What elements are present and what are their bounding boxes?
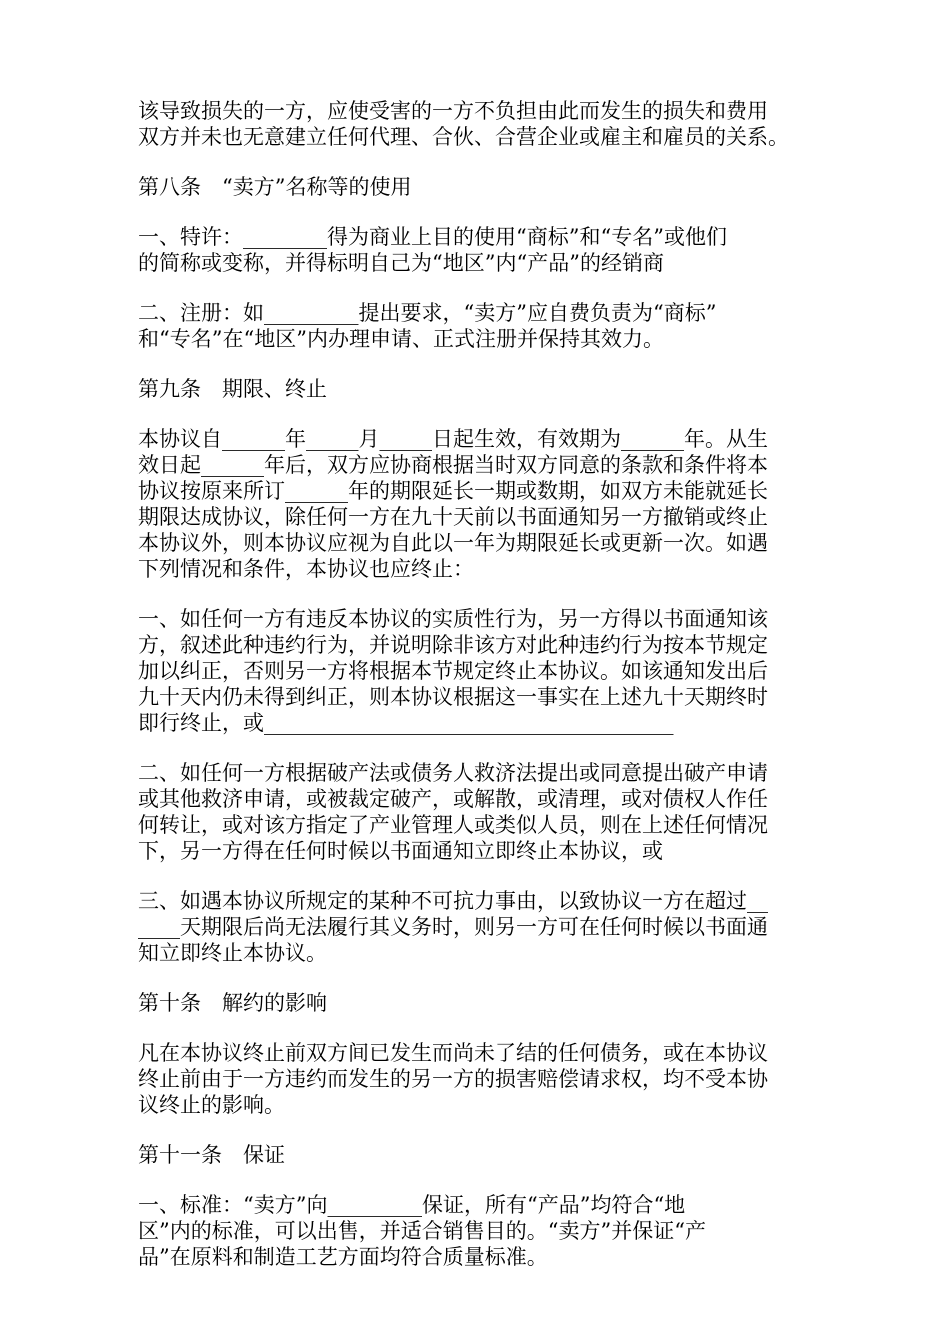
- text-line: 品”在原料和制造工艺方面均符合质量标准。: [138, 1245, 548, 1269]
- text-line: 何转让，或对该方指定了产业管理人或类似人员，则在上述任何情况: [138, 813, 768, 837]
- text-line: 加以纠正，否则另一方将根据本节规定终止本协议。如该通知发出后: [138, 659, 768, 683]
- paragraph-gap: [138, 1168, 818, 1192]
- paragraph-gap: [138, 402, 818, 426]
- text-line: 一、特许：________得为商业上目的使用“商标”和“专名”或他们: [138, 225, 727, 249]
- text-line: 二、注册：如_________提出要求，“卖方”应自费负责为“商标”: [138, 301, 717, 325]
- text-line: 第九条 期限、终止: [138, 377, 327, 401]
- text-line: 或其他救济申请，或被裁定破产，或解散，或清理，或对债权人作任: [138, 787, 768, 811]
- text-line: 区”内的标准，可以出售，并适合销售目的。“卖方”并保证“产: [138, 1219, 706, 1243]
- text-line: 终止前由于一方违约而发生的另一方的损害赔偿请求权，均不受本协: [138, 1067, 768, 1091]
- text-line: 方，叙述此种违约行为，并说明除非该方对此种违约行为按本节规定: [138, 633, 768, 657]
- text-line: 三、如遇本协议所规定的某种不可抗力事由，以致协议一方在超过__: [138, 889, 768, 913]
- text-line: ____天期限后尚无法履行其义务时，则另一方可在任何时候以书面通: [138, 915, 768, 939]
- paragraph-gap: [138, 736, 818, 760]
- text-line: 的简称或变称，并得标明自己为“地区”内“产品”的经销商: [138, 251, 664, 275]
- document-body: [138, 98, 818, 1270]
- text-line: 一、如任何一方有违反本协议的实质性行为，另一方得以书面通知该: [138, 607, 768, 631]
- text-line: 第十条 解约的影响: [138, 991, 327, 1015]
- text-line: 该导致损失的一方，应使受害的一方不负担由此而发生的损失和费用: [138, 99, 768, 123]
- paragraph-gap: [138, 276, 818, 300]
- text-line: 下，另一方得在任何时候以书面通知立即终止本协议，或: [138, 839, 663, 863]
- text-line: 九十天内仍未得到纠正，则本协议根据这一事实在上述九十天期终时: [138, 685, 768, 709]
- paragraph-gap: [138, 966, 818, 990]
- text-line: 第八条 “卖方”名称等的使用: [138, 175, 412, 199]
- text-line: 下列情况和条件，本协议也应终止：: [138, 557, 474, 581]
- text-line: 第十一条 保证: [138, 1143, 285, 1167]
- text-line: 即行终止，或_______________________________________: [138, 711, 674, 735]
- paragraph-gap: [138, 352, 818, 376]
- text-line: 本协议外，则本协议应视为自此以一年为期限延长或更新一次。如遇: [138, 531, 768, 555]
- paragraph-gap: [138, 1016, 818, 1040]
- text-line: 凡在本协议终止前双方间已发生而尚未了结的任何债务，或在本协议: [138, 1041, 768, 1065]
- text-line: 期限达成协议，除任何一方在九十天前以书面通知另一方撤销或终止: [138, 505, 768, 529]
- text-line: 二、如任何一方根据破产法或债务人救济法提出或同意提出破产申请: [138, 761, 768, 785]
- paragraph-gap: [138, 1118, 818, 1142]
- paragraph-gap: [138, 150, 818, 174]
- text-line: 和“专名”在“地区”内办理申请、正式注册并保持其效力。: [138, 327, 664, 351]
- text-line: 本协议自______年_____月_____日起生效，有效期为______年。从生: [138, 427, 768, 451]
- paragraph-gap: [138, 864, 818, 888]
- text-line: 效日起______年后，双方应协商根据当时双方同意的条款和条件将本: [138, 453, 768, 477]
- text-line: 一、标准：“卖方”向_________保证，所有“产品”均符合“地: [138, 1193, 686, 1217]
- text-line: 双方并未也无意建立任何代理、合伙、合营企业或雇主和雇员的关系。: [138, 125, 789, 149]
- text-line: 协议按原来所订______年的期限延长一期或数期，如双方未能就延长: [138, 479, 768, 503]
- paragraph-gap: [138, 200, 818, 224]
- text-line: 议终止的影响。: [138, 1093, 285, 1117]
- text-line: 知立即终止本协议。: [138, 941, 327, 965]
- paragraph-gap: [138, 582, 818, 606]
